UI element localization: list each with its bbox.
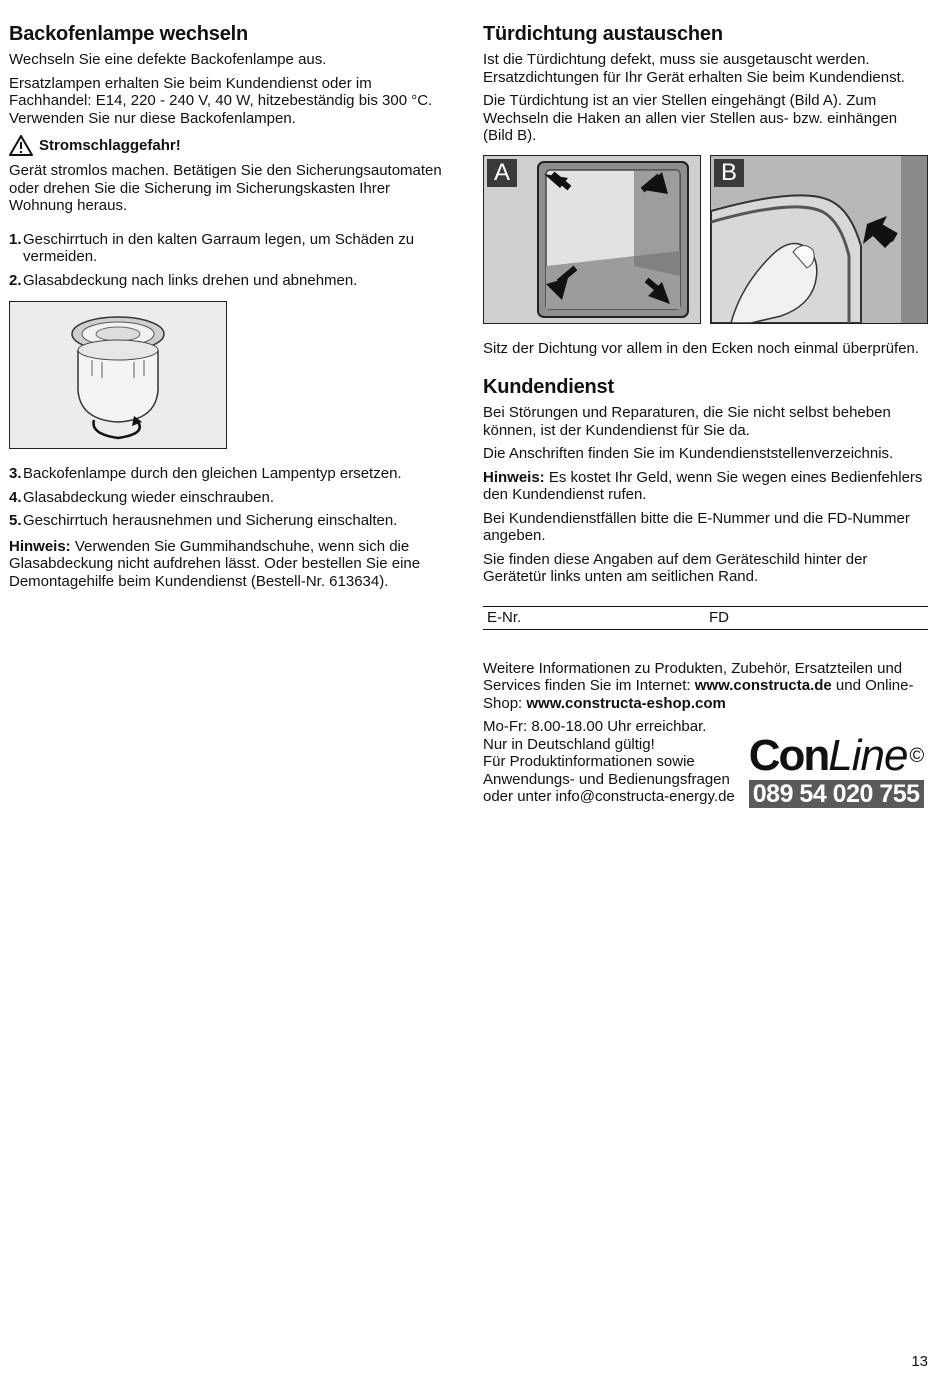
conline-phone: 089 54 020 755 [749, 780, 924, 808]
step-item: 3. Backofenlampe durch den gleichen Lampentyp ersetzen. [9, 465, 402, 482]
eshop-link[interactable]: www.constructa-eshop.com [526, 694, 726, 712]
service-intro: Bei Störungen und Reparaturen, die Sie nicht selbst beheben können, ist der Kundendienst für Sie da. [483, 404, 891, 439]
enr-label: E-Nr. [487, 609, 522, 626]
service-directory: Die Anschriften finden Sie im Kundendienststellenverzeichnis. [483, 445, 894, 462]
right-column [483, 22, 928, 808]
lamp-section-title: Backofenlampe wechseln [9, 23, 249, 45]
step-item: 2. Glasabdeckung nach links drehen und abnehmen. [9, 271, 358, 289]
figure-b [710, 155, 928, 324]
lamp-note: Hinweis: Verwenden Sie Gummihandschuhe, wenn sich die Glasabdeckung nicht aufdrehen lässt. Oder bestellen Sie eine Demontagehilfe beim Kundendienst (Bestell-Nr. 613634). [9, 537, 421, 590]
conline-logo [748, 731, 924, 808]
internet-info: Weitere Informationen zu Produkten, Zubehör, Ersatzteilen und Services finden Sie im Internet: www.constructa.de und Online-Shop: www.constructa-eshop.com [483, 659, 914, 712]
service-numbers: Bei Kundendienstfällen bitte die E-Nummer und die FD-Nummer angeben. [483, 509, 910, 544]
service-section-title: Kundendienst [483, 376, 614, 398]
seal-check-text: Sitz der Dichtung vor allem in den Ecken noch einmal überprüfen. [483, 339, 920, 357]
service-plate-location: Sie finden diese Angaben auf dem Geräteschild hinter der Gerätetür links unten am seitlichen Rand. [483, 550, 868, 585]
steps-list-b [9, 465, 449, 530]
conline-wordmark: Con Line © [748, 731, 923, 780]
conline-block [483, 718, 928, 808]
seal-hooks: Die Türdichtung ist an vier Stellen eingehängt (Bild A). Zum Wechseln die Haken an allen vier Stellen aus- bzw. einhängen (Bild B). [483, 92, 898, 144]
service-note: Hinweis: Es kostet Ihr Geld, wenn Sie wegen eines Bedienfehlers den Kundendienst rufen. [483, 468, 923, 503]
warning-line [9, 135, 449, 156]
seal-figures [483, 155, 928, 324]
lamp-spec: Ersatzlampen erhalten Sie beim Kundendienst oder im Fachhandel: E14, 220 - 240 V, 40 W, hitzebeständig bis 300 °C. Verwenden Sie nur diese Backofenlampen. [9, 74, 433, 127]
seal-section-title: Türdichtung austauschen [483, 23, 723, 45]
step-item: 1. Geschirrtuch in den kalten Garraum legen, um Schäden zu vermeiden. [9, 230, 415, 265]
step-item: 4. Glasabdeckung wieder einschrauben. [9, 488, 274, 506]
figure-b-label: B [714, 159, 744, 187]
left-column [9, 22, 449, 596]
warning-triangle-icon [9, 135, 33, 156]
lamp-intro: Wechseln Sie eine defekte Backofenlampe aus. [9, 51, 327, 68]
seal-intro: Ist die Türdichtung defekt, muss sie ausgetauscht werden. Ersatzdichtungen für Ihr Gerät erhalten Sie beim Kundendienst. [483, 51, 905, 86]
lamp-cover-illustration [9, 301, 227, 449]
figure-a-label: A [487, 159, 517, 187]
power-off-text: Gerät stromlos machen. Betätigen Sie den Sicherungsautomaten oder drehen Sie die Sicherung im Sicherungskasten Ihrer Wohnung heraus. [9, 162, 442, 214]
warning-label: Stromschlaggefahr! [39, 137, 181, 154]
figure-a [483, 155, 701, 324]
steps-list-a [9, 231, 449, 290]
step-item: 5. Geschirrtuch herausnehmen und Sicherung einschalten. [9, 512, 398, 529]
lamp-cover-drawing [10, 302, 226, 448]
conline-text: Mo-Fr: 8.00-18.00 Uhr erreichbar. Nur in Deutschland gültig! Für Produktinformationen sowie Anwendungs- und Bedienungsfragen oder unter info@constructa-energy.de [483, 718, 735, 805]
enr-fd-table [483, 606, 928, 630]
fd-label: FD [709, 609, 729, 626]
website-link[interactable]: www.constructa.de [694, 677, 832, 694]
page-number: 13 [911, 1353, 928, 1370]
